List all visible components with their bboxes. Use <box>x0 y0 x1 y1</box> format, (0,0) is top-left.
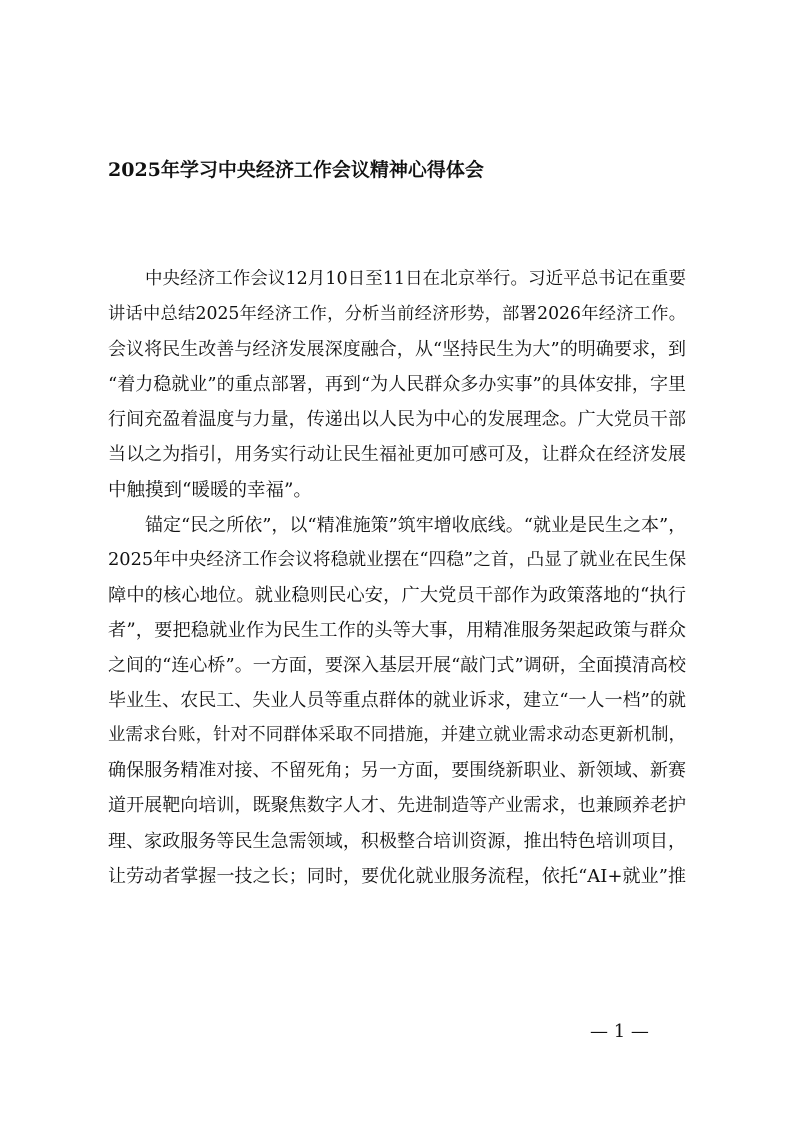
text-line: 中触摸到“暖暖的幸福”。 <box>108 479 312 501</box>
text-line: 让劳动者掌握一技之长；同时，要优化就业服务流程，依托“AI+就业”推 <box>108 865 686 887</box>
document-body <box>108 262 686 894</box>
text-line: 障中的核心地位。就业稳则民心安，广大党员干部作为政策落地的“执行 <box>108 584 686 606</box>
text-line: “着力稳就业”的重点部署，再到“为人民群众多办实事”的具体安排，字里 <box>108 374 686 396</box>
text-line: 之间的“连心桥”。一方面，要深入基层开展“敲门式”调研，全面摸清高校 <box>108 655 686 677</box>
text-line: 业需求台账，针对不同群体采取不同措施，并建立就业需求动态更新机制， <box>108 725 686 746</box>
text-line: 2025年中央经济工作会议将稳就业摆在“四稳”之首，凸显了就业在民生保 <box>108 549 686 570</box>
paragraph <box>108 508 686 894</box>
text-line: 讲话中总结2025年经济工作，分析当前经济形势，部署2026年经济工作。 <box>108 304 686 325</box>
page-number: — 1 — <box>590 1021 649 1042</box>
text-line: 行间充盈着温度与力量，传递出以人民为中心的发展理念。广大党员干部 <box>108 409 686 431</box>
text-line: 确保服务精准对接、不留死角；另一方面，要围绕新职业、新领域、新赛 <box>108 760 686 782</box>
text-line: 会议将民生改善与经济发展深度融合，从“坚持民生为大”的明确要求，到 <box>108 339 686 361</box>
text-line: 当以之为指引，用务实行动让民生福祉更加可感可及，让群众在经济发展 <box>108 444 686 466</box>
text-line: 道开展靶向培训，既聚焦数字人才、先进制造等产业需求，也兼顾养老护 <box>108 795 686 817</box>
document-title: 2025年学习中央经济工作会议精神心得体会 <box>108 159 484 181</box>
text-line: 锚定“民之所依”，以“精准施策”筑牢增收底线。“就业是民生之本”， <box>145 514 686 536</box>
text-line: 者”，要把稳就业作为民生工作的头等大事，用精准服务架起政策与群众 <box>108 619 686 641</box>
text-line: 毕业生、农民工、失业人员等重点群体的就业诉求，建立“一人一档”的就 <box>108 690 686 712</box>
paragraph <box>108 262 686 508</box>
text-line: 理、家政服务等民生急需领域，积极整合培训资源，推出特色培训项目， <box>108 830 686 852</box>
text-line: 中央经济工作会议12月10日至11日在北京举行。习近平总书记在重要 <box>145 269 686 289</box>
